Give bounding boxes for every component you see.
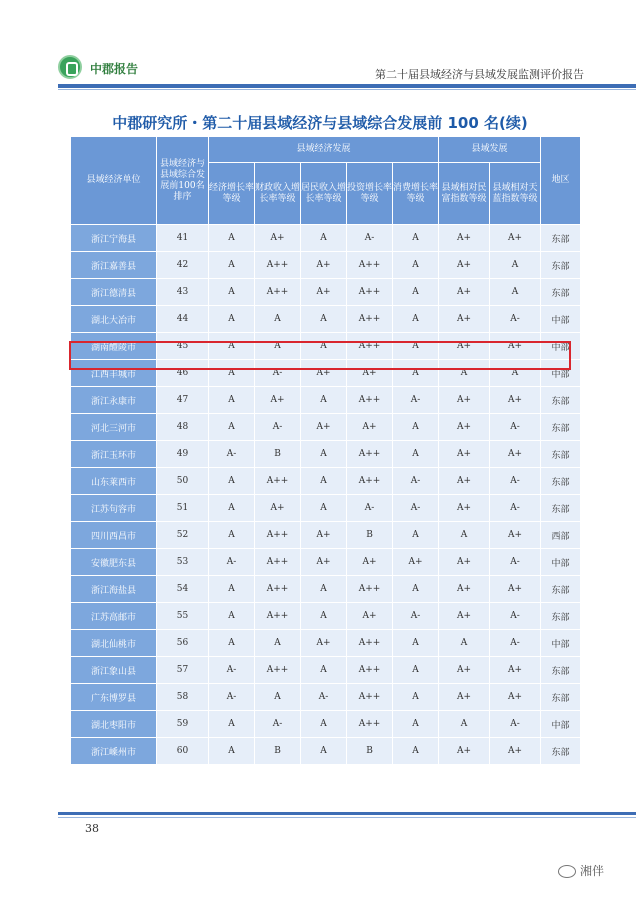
grade-cell: A+	[490, 333, 541, 360]
grade-cell: A	[393, 684, 439, 711]
grade-cell: A	[301, 495, 347, 522]
zhongjun-logo-icon	[58, 55, 82, 79]
grade-cell: A+	[347, 360, 393, 387]
table-row	[71, 657, 581, 684]
header-wealth-index: 县域相对民富指数等级	[439, 163, 490, 225]
header-county-unit: 县域经济单位	[71, 137, 157, 225]
table-row	[71, 495, 581, 522]
table-row	[71, 225, 581, 252]
grade-cell: A+	[301, 414, 347, 441]
grade-cell: A++	[347, 711, 393, 738]
rank-cell: 58	[157, 684, 209, 711]
grade-cell: A+	[439, 279, 490, 306]
table-row	[71, 306, 581, 333]
grade-cell: A	[209, 306, 255, 333]
grade-cell: A+	[490, 576, 541, 603]
region-cell: 东部	[541, 387, 581, 414]
grade-cell: A	[393, 630, 439, 657]
table-row	[71, 468, 581, 495]
grade-cell: A-	[301, 684, 347, 711]
grade-cell: A	[490, 279, 541, 306]
grade-cell: A	[209, 387, 255, 414]
grade-cell: A+	[347, 549, 393, 576]
grade-cell: A	[209, 468, 255, 495]
region-cell: 东部	[541, 495, 581, 522]
rank-cell: 44	[157, 306, 209, 333]
region-cell: 中部	[541, 306, 581, 333]
grade-cell: A	[301, 225, 347, 252]
rank-cell: 51	[157, 495, 209, 522]
table-row	[71, 387, 581, 414]
grade-cell: A-	[255, 360, 301, 387]
grade-cell: A	[255, 630, 301, 657]
rank-cell: 47	[157, 387, 209, 414]
grade-cell: A	[301, 576, 347, 603]
header-group-development: 县域发展	[439, 137, 541, 163]
grade-cell: A+	[439, 306, 490, 333]
grade-cell: A++	[255, 576, 301, 603]
grade-cell: A+	[439, 468, 490, 495]
county-name-cell: 四川西昌市	[71, 522, 157, 549]
grade-cell: A++	[347, 279, 393, 306]
grade-cell: A	[393, 252, 439, 279]
table-row	[71, 576, 581, 603]
table-row	[71, 522, 581, 549]
grade-cell: A	[393, 279, 439, 306]
grade-cell: B	[347, 522, 393, 549]
rank-cell: 60	[157, 738, 209, 765]
grade-cell: A+	[439, 441, 490, 468]
rank-cell: 56	[157, 630, 209, 657]
header-income-growth: 居民收入增长率等级	[301, 163, 347, 225]
rank-cell: 41	[157, 225, 209, 252]
county-name-cell: 湖北枣阳市	[71, 711, 157, 738]
grade-cell: A-	[490, 549, 541, 576]
region-cell: 中部	[541, 711, 581, 738]
grade-cell: A	[393, 657, 439, 684]
grade-cell: A	[209, 603, 255, 630]
grade-cell: A	[209, 738, 255, 765]
region-cell: 东部	[541, 225, 581, 252]
grade-cell: A+	[301, 360, 347, 387]
rank-cell: 49	[157, 441, 209, 468]
footer-rule	[58, 812, 636, 815]
grade-cell: A+	[490, 522, 541, 549]
county-name-cell: 湖北大冶市	[71, 306, 157, 333]
county-name-cell: 浙江永康市	[71, 387, 157, 414]
grade-cell: A+	[301, 279, 347, 306]
grade-cell: A-	[255, 711, 301, 738]
grade-cell: A	[490, 252, 541, 279]
grade-cell: A	[393, 360, 439, 387]
grade-cell: A	[439, 360, 490, 387]
grade-cell: A	[255, 684, 301, 711]
county-name-cell: 江苏句容市	[71, 495, 157, 522]
table-row	[71, 414, 581, 441]
grade-cell: A	[255, 306, 301, 333]
grade-cell: A+	[301, 549, 347, 576]
grade-cell: A-	[393, 495, 439, 522]
grade-cell: A-	[490, 468, 541, 495]
header-economy-growth: 经济增长率等级	[209, 163, 255, 225]
region-cell: 中部	[541, 630, 581, 657]
grade-cell: B	[255, 738, 301, 765]
grade-cell: A	[439, 630, 490, 657]
grade-cell: A	[301, 468, 347, 495]
rank-cell: 46	[157, 360, 209, 387]
brand-name: 中郡报告	[90, 62, 139, 76]
county-name-cell: 江苏高邮市	[71, 603, 157, 630]
grade-cell: A+	[439, 684, 490, 711]
grade-cell: A++	[347, 684, 393, 711]
table-title: 中郡研究所・第二十届县域经济与县域综合发展前 100 名(续)	[112, 114, 528, 132]
grade-cell: A+	[255, 387, 301, 414]
county-name-cell: 浙江海盐县	[71, 576, 157, 603]
grade-cell: A+	[439, 333, 490, 360]
header-group-economy: 县域经济发展	[209, 137, 439, 163]
grade-cell: A	[301, 306, 347, 333]
region-cell: 中部	[541, 549, 581, 576]
grade-cell: A	[255, 333, 301, 360]
grade-cell: A+	[439, 549, 490, 576]
grade-cell: A-	[393, 468, 439, 495]
county-name-cell: 浙江象山县	[71, 657, 157, 684]
grade-cell: A+	[439, 576, 490, 603]
grade-cell: A++	[255, 279, 301, 306]
grade-cell: A	[209, 333, 255, 360]
table-body	[71, 225, 581, 765]
grade-cell: A+	[347, 414, 393, 441]
grade-cell: A++	[347, 630, 393, 657]
header-region: 地区	[541, 137, 581, 225]
grade-cell: A-	[490, 306, 541, 333]
grade-cell: A++	[255, 522, 301, 549]
watermark	[558, 862, 604, 879]
county-name-cell: 河北三河市	[71, 414, 157, 441]
grade-cell: A+	[301, 252, 347, 279]
table-row	[71, 630, 581, 657]
county-name-cell: 山东莱西市	[71, 468, 157, 495]
header-consumption-growth: 消费增长率等级	[393, 163, 439, 225]
region-cell: 东部	[541, 252, 581, 279]
grade-cell: A++	[347, 387, 393, 414]
table-row	[71, 549, 581, 576]
region-cell: 东部	[541, 576, 581, 603]
table-row	[71, 738, 581, 765]
grade-cell: A-	[255, 414, 301, 441]
grade-cell: A	[209, 711, 255, 738]
county-name-cell: 浙江嘉善县	[71, 252, 157, 279]
grade-cell: A-	[347, 495, 393, 522]
grade-cell: A	[209, 225, 255, 252]
table-row	[71, 684, 581, 711]
region-cell: 东部	[541, 684, 581, 711]
rank-cell: 48	[157, 414, 209, 441]
region-cell: 东部	[541, 468, 581, 495]
grade-cell: A	[209, 414, 255, 441]
grade-cell: A++	[347, 441, 393, 468]
grade-cell: A	[209, 252, 255, 279]
grade-cell: A-	[490, 414, 541, 441]
grade-cell: A+	[439, 387, 490, 414]
region-cell: 东部	[541, 441, 581, 468]
grade-cell: A	[209, 522, 255, 549]
grade-cell: A	[439, 522, 490, 549]
grade-cell: A-	[209, 684, 255, 711]
wechat-icon	[558, 865, 576, 878]
grade-cell: A-	[209, 441, 255, 468]
grade-cell: A+	[301, 630, 347, 657]
grade-cell: A+	[490, 441, 541, 468]
rank-cell: 45	[157, 333, 209, 360]
grade-cell: A++	[347, 576, 393, 603]
grade-cell: A+	[439, 657, 490, 684]
grade-cell: A	[301, 387, 347, 414]
grade-cell: A+	[490, 684, 541, 711]
grade-cell: A	[393, 738, 439, 765]
header-rule-thin	[58, 89, 636, 90]
grade-cell: A+	[439, 252, 490, 279]
grade-cell: A	[393, 441, 439, 468]
county-name-cell: 浙江嵊州市	[71, 738, 157, 765]
rank-cell: 43	[157, 279, 209, 306]
grade-cell: A+	[439, 225, 490, 252]
rank-cell: 54	[157, 576, 209, 603]
county-name-cell: 安徽肥东县	[71, 549, 157, 576]
grade-cell: A-	[209, 549, 255, 576]
grade-cell: A	[393, 711, 439, 738]
region-cell: 东部	[541, 738, 581, 765]
county-name-cell: 广东博罗县	[71, 684, 157, 711]
grade-cell: A+	[490, 738, 541, 765]
grade-cell: A	[393, 333, 439, 360]
table-row	[71, 279, 581, 306]
grade-cell: A	[301, 441, 347, 468]
region-cell: 东部	[541, 657, 581, 684]
grade-cell: A++	[255, 657, 301, 684]
grade-cell: A	[393, 225, 439, 252]
grade-cell: A-	[393, 387, 439, 414]
grade-cell: A+	[347, 603, 393, 630]
grade-cell: A+	[255, 225, 301, 252]
grade-cell: A-	[490, 711, 541, 738]
region-cell: 东部	[541, 279, 581, 306]
header-investment-growth: 投资增长率等级	[347, 163, 393, 225]
rank-cell: 55	[157, 603, 209, 630]
grade-cell: A-	[209, 657, 255, 684]
grade-cell: A+	[439, 738, 490, 765]
ranking-table	[70, 136, 581, 765]
region-cell: 西部	[541, 522, 581, 549]
grade-cell: A	[301, 603, 347, 630]
grade-cell: A++	[347, 306, 393, 333]
grade-cell: A-	[347, 225, 393, 252]
grade-cell: A-	[393, 603, 439, 630]
grade-cell: A	[393, 576, 439, 603]
grade-cell: A-	[490, 495, 541, 522]
grade-cell: A	[301, 657, 347, 684]
rank-cell: 42	[157, 252, 209, 279]
header-rank: 县域经济与县域综合发展前100名排序	[157, 137, 209, 225]
header-fiscal-growth: 财政收入增长率等级	[255, 163, 301, 225]
county-name-cell: 浙江宁海县	[71, 225, 157, 252]
county-name-cell: 浙江德清县	[71, 279, 157, 306]
grade-cell: A+	[439, 414, 490, 441]
county-name-cell: 湖南醴陵市	[71, 333, 157, 360]
grade-cell: A	[209, 279, 255, 306]
grade-cell: A+	[301, 522, 347, 549]
county-name-cell: 浙江玉环市	[71, 441, 157, 468]
region-cell: 东部	[541, 414, 581, 441]
region-cell: 中部	[541, 360, 581, 387]
grade-cell: A	[393, 522, 439, 549]
grade-cell: A	[301, 333, 347, 360]
grade-cell: A++	[347, 657, 393, 684]
grade-cell: A++	[347, 468, 393, 495]
grade-cell: A+	[490, 225, 541, 252]
region-cell: 中部	[541, 333, 581, 360]
grade-cell: A+	[439, 495, 490, 522]
rank-cell: 52	[157, 522, 209, 549]
rank-cell: 50	[157, 468, 209, 495]
table-row	[71, 603, 581, 630]
grade-cell: A++	[255, 603, 301, 630]
grade-cell: A	[439, 711, 490, 738]
grade-cell: A+	[255, 495, 301, 522]
footer-rule-thin	[58, 817, 636, 818]
grade-cell: A+	[490, 387, 541, 414]
grade-cell: A++	[255, 468, 301, 495]
grade-cell: A	[209, 576, 255, 603]
rank-cell: 57	[157, 657, 209, 684]
grade-cell: A++	[347, 252, 393, 279]
watermark-text: 湘伴	[580, 864, 605, 878]
grade-cell: A+	[393, 549, 439, 576]
page-number: 38	[85, 822, 99, 835]
grade-cell: A	[490, 360, 541, 387]
county-name-cell: 湖北仙桃市	[71, 630, 157, 657]
grade-cell: A-	[490, 603, 541, 630]
table-row	[71, 333, 581, 360]
table-row	[71, 711, 581, 738]
table-row	[71, 252, 581, 279]
header-sky-index: 县域相对天蓝指数等级	[490, 163, 541, 225]
county-name-cell: 江西丰城市	[71, 360, 157, 387]
grade-cell: A	[209, 360, 255, 387]
grade-cell: A-	[490, 630, 541, 657]
grade-cell: B	[347, 738, 393, 765]
grade-cell: B	[255, 441, 301, 468]
rank-cell: 53	[157, 549, 209, 576]
report-title: 第二十届县域经济与县域发展监测评价报告	[375, 68, 584, 81]
header-rule	[58, 84, 636, 88]
grade-cell: A+	[490, 657, 541, 684]
grade-cell: A	[209, 495, 255, 522]
grade-cell: A++	[347, 333, 393, 360]
grade-cell: A+	[439, 603, 490, 630]
table-row	[71, 441, 581, 468]
grade-cell: A	[301, 738, 347, 765]
grade-cell: A	[301, 711, 347, 738]
grade-cell: A	[393, 414, 439, 441]
grade-cell: A++	[255, 252, 301, 279]
grade-cell: A++	[255, 549, 301, 576]
rank-cell: 59	[157, 711, 209, 738]
grade-cell: A	[209, 630, 255, 657]
region-cell: 东部	[541, 603, 581, 630]
table-row	[71, 360, 581, 387]
grade-cell: A	[393, 306, 439, 333]
